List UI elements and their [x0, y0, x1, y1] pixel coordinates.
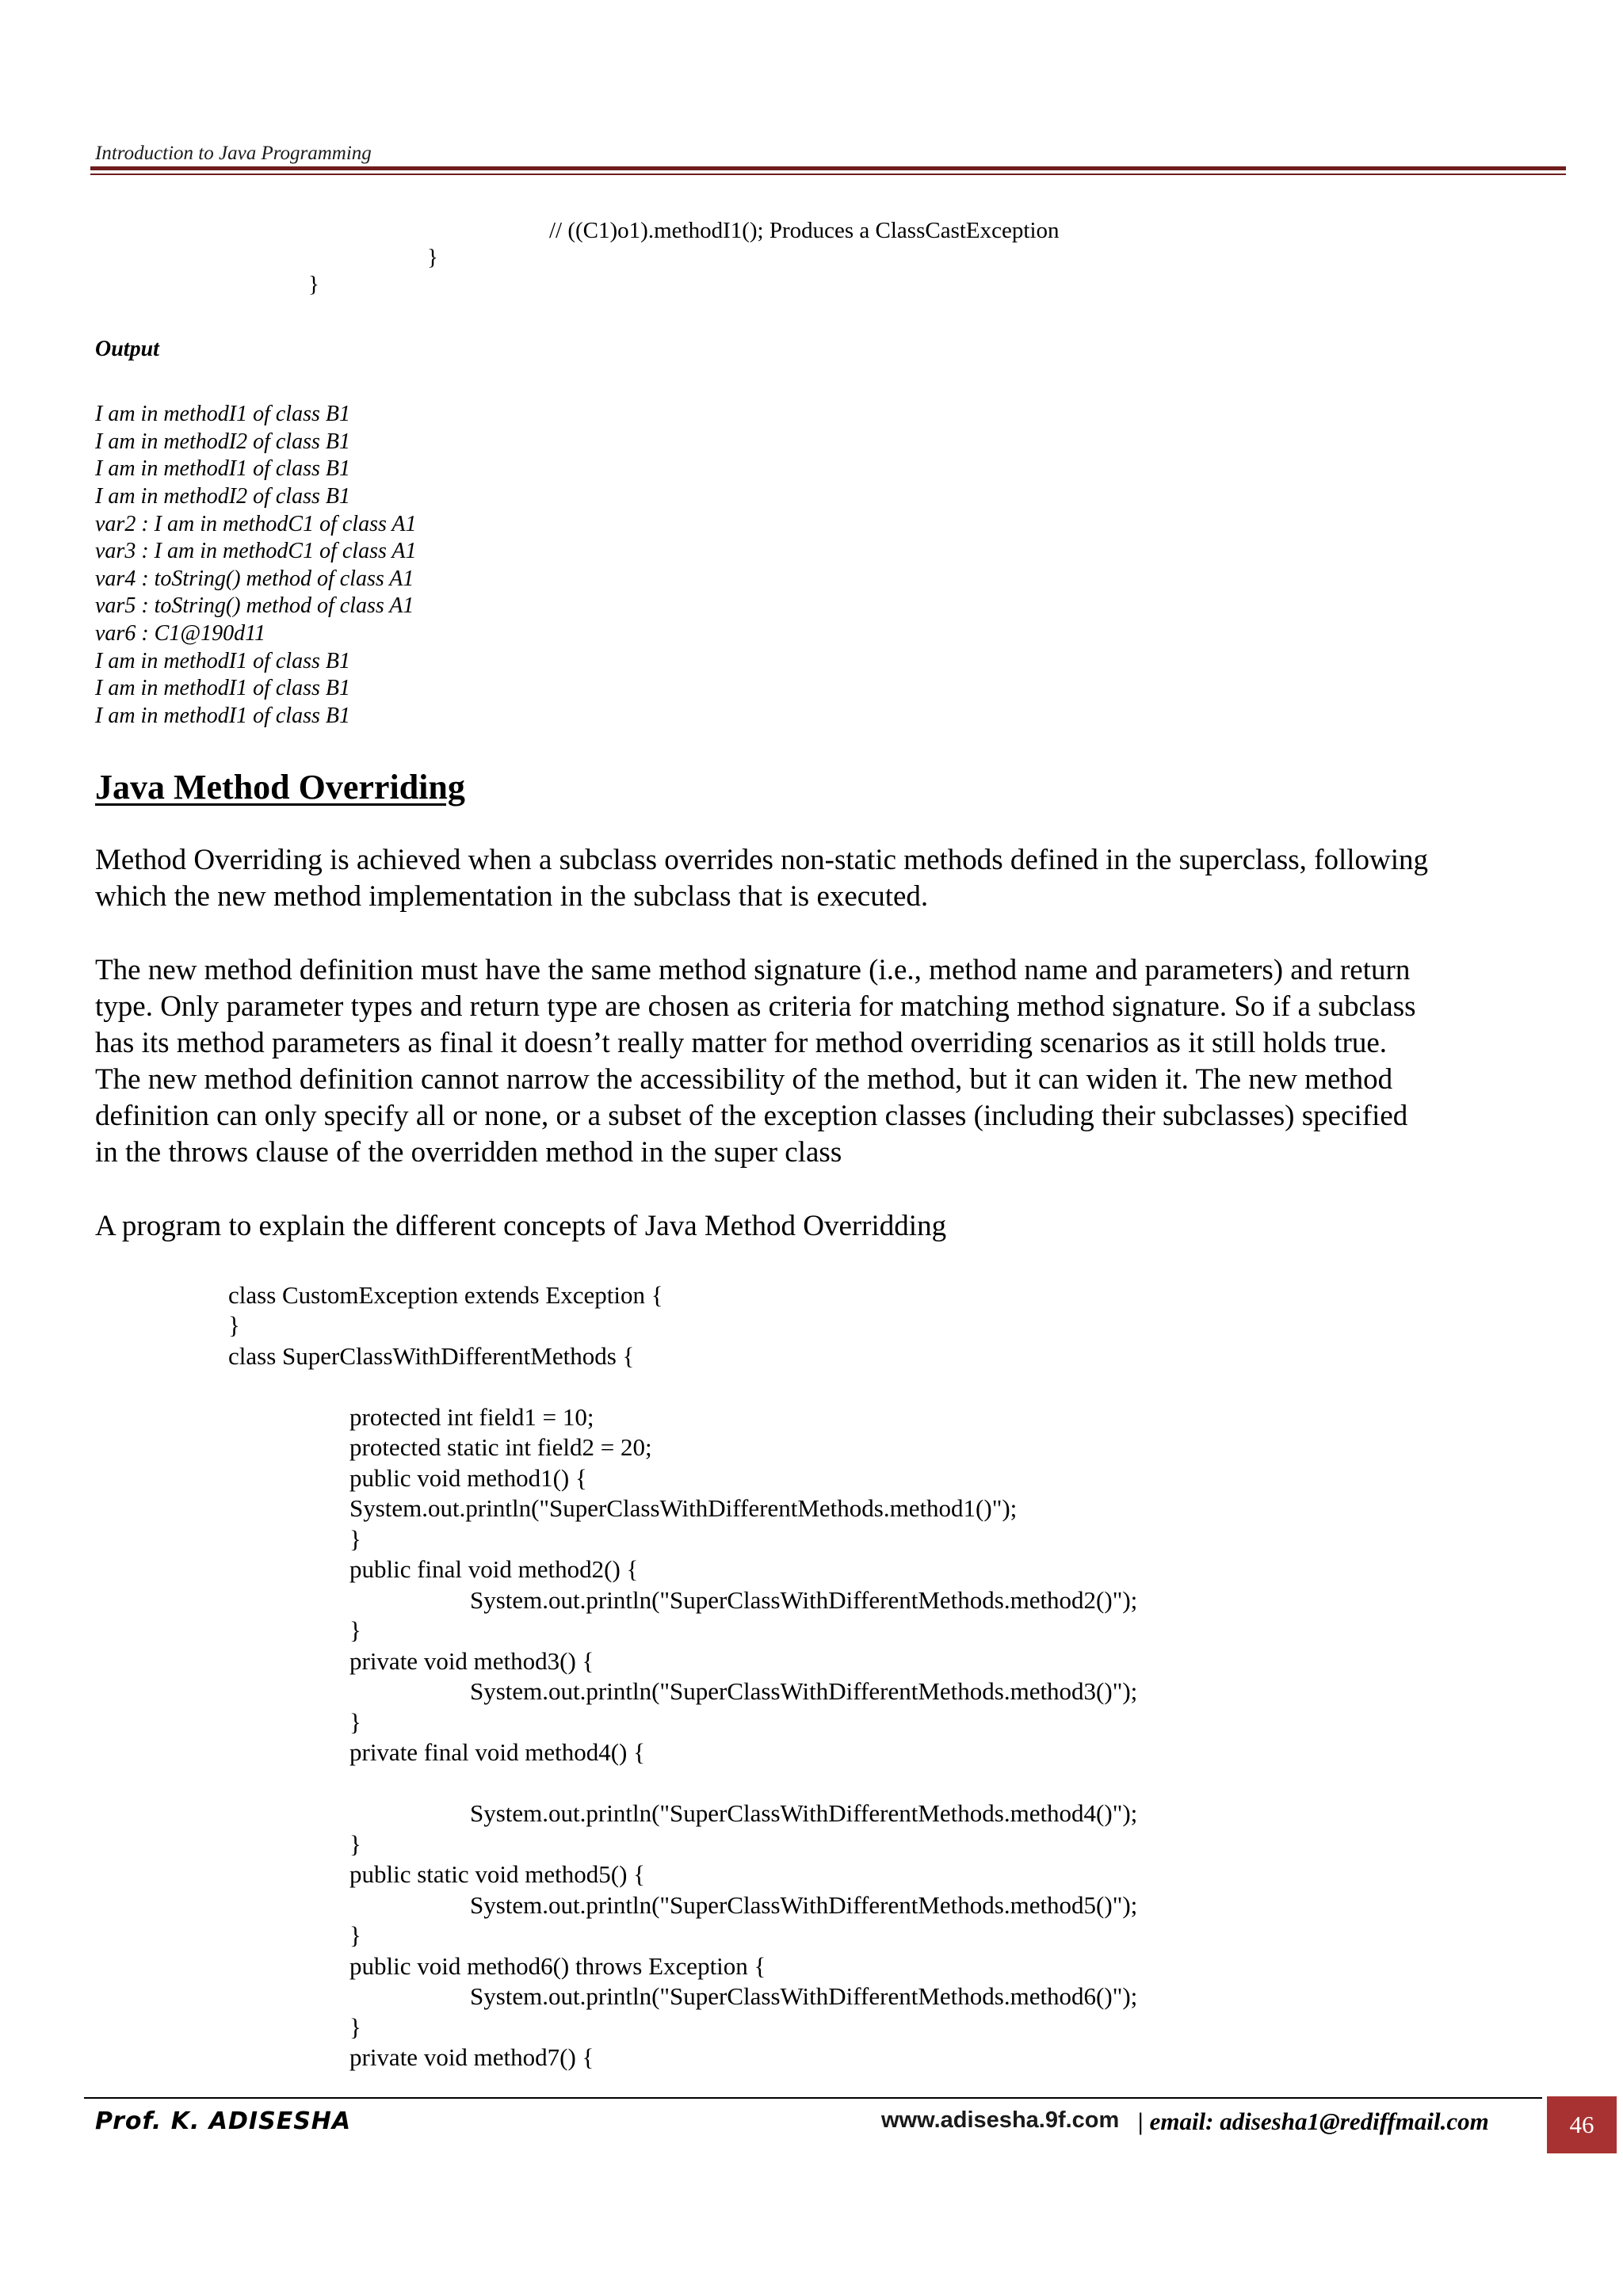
paragraph-line: definition can only specify all or none, or a subset of the exception classes (including their subclasses) specified [95, 1100, 1408, 1132]
section-heading: Java Method Overriding [95, 768, 465, 807]
code-closing-brace: } [308, 272, 319, 297]
code-line: System.out.println("SuperClassWithDifferentMethods.method4()"); [470, 1799, 1138, 1827]
paragraph-line: type. Only parameter types and return type are chosen as criteria for matching method signature. So if a subclass [95, 990, 1416, 1023]
header-rule-thick [90, 166, 1566, 170]
code-line: System.out.println("SuperClassWithDifferentMethods.method5()"); [470, 1891, 1138, 1919]
footer-website-link[interactable]: www.adisesha.9f.com [881, 2107, 1120, 2133]
running-header-title: Introduction to Java Programming [95, 143, 372, 164]
code-line: } [349, 1830, 361, 1858]
header-rule-thin [90, 174, 1566, 175]
output-line: I am in methodI1 of class B1 [95, 456, 350, 481]
paragraph-line: A program to explain the different concepts of Java Method Overridding [95, 1210, 947, 1242]
code-line: public final void method2() { [349, 1555, 639, 1583]
code-line: public static void method5() { [349, 1860, 646, 1888]
footer-author: Prof. K. ADISESHA [95, 2107, 352, 2135]
code-line: private void method3() { [349, 1647, 594, 1675]
code-line: } [349, 1616, 361, 1644]
output-heading: Output [95, 337, 159, 361]
code-closing-brace: } [427, 245, 438, 270]
footer-email[interactable]: | email: adisesha1@rediffmail.com [1138, 2107, 1489, 2135]
paragraph-line: has its method parameters as final it doesn’t really matter for method overriding scenarios as it still holds true. [95, 1027, 1387, 1059]
code-line: } [228, 1311, 240, 1339]
code-line: System.out.println("SuperClassWithDifferentMethods.method3()"); [470, 1677, 1138, 1705]
output-line: I am in methodI1 of class B1 [95, 402, 350, 426]
code-line: class CustomException extends Exception { [228, 1281, 663, 1309]
code-line: } [349, 2013, 361, 2041]
output-line: I am in methodI2 of class B1 [95, 429, 350, 454]
code-line: public void method1() { [349, 1464, 587, 1492]
code-line: protected static int field2 = 20; [349, 1433, 652, 1461]
code-line: } [349, 1708, 361, 1736]
footer-rule [84, 2097, 1542, 2099]
output-line: var3 : I am in methodC1 of class A1 [95, 539, 417, 563]
paragraph-line: in the throws clause of the overridden method in the super class [95, 1136, 842, 1169]
output-line: I am in methodI1 of class B1 [95, 649, 350, 673]
code-line: } [349, 1525, 361, 1553]
output-line: var2 : I am in methodC1 of class A1 [95, 512, 417, 536]
output-line: var4 : toString() method of class A1 [95, 566, 414, 591]
output-line: I am in methodI1 of class B1 [95, 704, 350, 728]
page-number: 46 [1547, 2096, 1617, 2153]
code-line: private final void method4() { [349, 1738, 645, 1766]
code-line: class SuperClassWithDifferentMethods { [228, 1342, 635, 1370]
output-line: I am in methodI2 of class B1 [95, 484, 350, 509]
output-line: var5 : toString() method of class A1 [95, 593, 414, 618]
paragraph-line: The new method definition cannot narrow the accessibility of the method, but it can widen it. The new method [95, 1063, 1393, 1096]
paragraph-line: Method Overriding is achieved when a subclass overrides non-static methods defined in the superclass, following [95, 844, 1429, 876]
code-line: System.out.println("SuperClassWithDifferentMethods.method1()"); [349, 1494, 1018, 1522]
code-line: public void method6() throws Exception { [349, 1952, 766, 1980]
paragraph-line: which the new method implementation in the subclass that is executed. [95, 880, 929, 913]
code-line: private void method7() { [349, 2043, 594, 2071]
code-line: System.out.println("SuperClassWithDifferentMethods.method6()"); [470, 1982, 1138, 2010]
output-line: I am in methodI1 of class B1 [95, 676, 350, 700]
paragraph-line: The new method definition must have the same method signature (i.e., method name and parameters) and return [95, 954, 1411, 986]
code-line: protected int field1 = 10; [349, 1403, 594, 1431]
code-comment-line: // ((C1)o1).methodI1(); Produces a ClassCastException [549, 218, 1060, 243]
output-line: var6 : C1@190d11 [95, 621, 266, 646]
code-line: } [349, 1921, 361, 1949]
code-line: System.out.println("SuperClassWithDifferentMethods.method2()"); [470, 1586, 1138, 1614]
